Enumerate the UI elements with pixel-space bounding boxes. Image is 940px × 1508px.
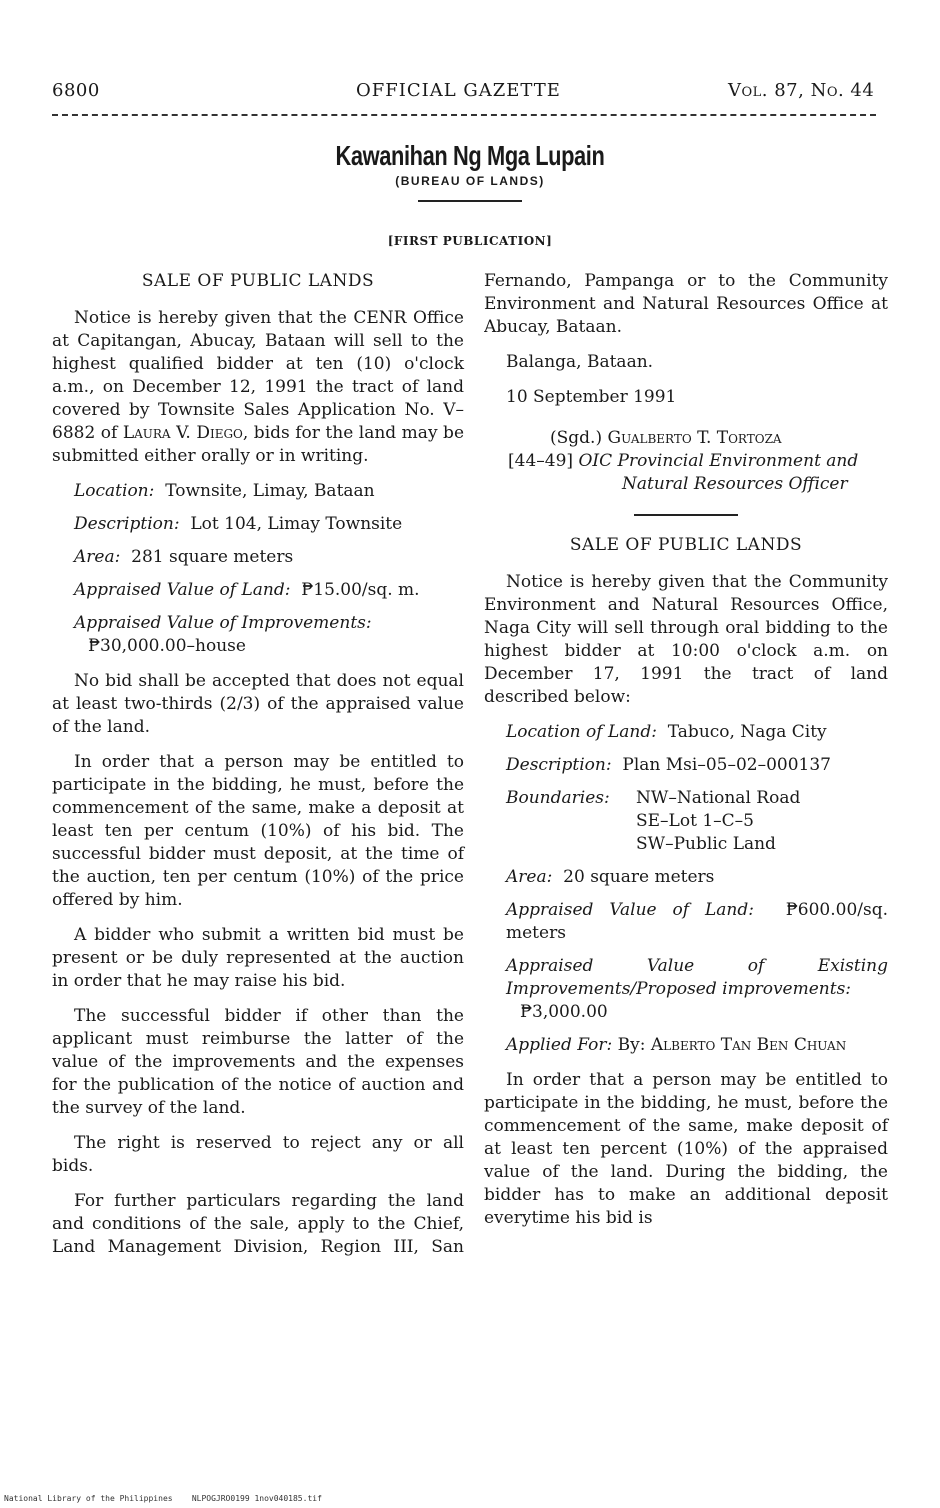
notice-1-improvements: Appraised Value of Improvements: ₱30,000.00–house bbox=[74, 613, 372, 656]
publication-title: OFFICIAL GAZETTE bbox=[356, 80, 561, 101]
notice-2-applied-for: Applied For: By: Alberto Tan Ben Chuan bbox=[506, 1035, 847, 1055]
agency-rule bbox=[418, 200, 522, 202]
notice-1-further-continued: Fernando, Pampanga or to the Community Environment and Natural Resources Office at Abucay, Bataan. bbox=[484, 271, 888, 337]
page-number: 6800 bbox=[52, 80, 100, 101]
notice-1-location: Location: Townsite, Limay, Bataan bbox=[74, 481, 375, 501]
notice-1-signatory: Gualberto T. Tortoza bbox=[607, 428, 782, 448]
notice-2-title: SALE OF PUBLIC LANDS bbox=[569, 535, 803, 555]
notice-1-description: Description: Lot 104, Limay Townsite bbox=[74, 514, 403, 534]
notice-1-reserve: The right is reserved to reject any or all bids. bbox=[52, 1133, 464, 1176]
column-left bbox=[52, 270, 464, 1270]
notice-1-place: Balanga, Bataan. bbox=[506, 352, 654, 372]
notice-2-description: Description: Plan Msi–05–02–000137 bbox=[506, 755, 831, 775]
notice-1-written-bid: A bidder who submit a written bid must be present or be duly represented at the auction in order that he may raise his bid. bbox=[52, 925, 464, 991]
notice-1-reimburse: The successful bidder if other than the applicant must reimburse the latter of the value of the improvements and the expenses for the publication of the notice of auction and the survey of the land. bbox=[52, 1006, 464, 1118]
notice-divider bbox=[634, 514, 738, 516]
boundary-nw: NW–National Road bbox=[636, 788, 801, 808]
notice-1-deposit: In order that a person may be entitled to participate in the bidding, he must, before the commencement of the same, make a deposit at least ten per centum (10%) of his bid. The successful bidder must deposit, at the time of the auction, ten per centum (10%) of the price offered by him. bbox=[52, 752, 464, 910]
notice-1-signature-block: (Sgd.) Gualberto T. Tortoza bbox=[550, 428, 782, 448]
notice-2-boundaries: Boundaries: NW–National Road SE–Lot 1–C–5 SW–Public Land bbox=[506, 788, 801, 854]
notice-2-deposit: In order that a person may be entitled to participate in the bidding, he must, before the commencement of the same, make deposit of at least ten percent (10%) of the appraised value of the land. During the bidding, the bidder has to make an additional deposit everytime his bid is bbox=[484, 1070, 888, 1228]
header-rule bbox=[52, 114, 876, 116]
notice-2-area: Area: 20 square meters bbox=[506, 867, 715, 887]
notice-1-area: Area: 281 square meters bbox=[74, 547, 294, 567]
boundary-sw: SW–Public Land bbox=[636, 834, 776, 854]
notice-2-location: Location of Land: Tabuco, Naga City bbox=[506, 722, 827, 742]
notice-1-position: [44–49] OIC Provincial Environment and bbox=[508, 451, 859, 471]
notice-1-two-thirds: No bid shall be accepted that does not equal at least two-thirds (2/3) of the appraised value of the land. bbox=[52, 671, 464, 737]
notice-1-title: SALE OF PUBLIC LANDS bbox=[141, 271, 375, 291]
volume-number: Vol. 87, No. 44 bbox=[728, 80, 875, 101]
notice-1-land-value: Appraised Value of Land: ₱15.00/sq. m. bbox=[74, 580, 420, 600]
notice-2-applicant: Alberto Tan Ben Chuan bbox=[650, 1035, 847, 1055]
publication-label: [FIRST PUBLICATION] bbox=[387, 234, 553, 248]
notice-1-applicant: Laura V. Diego bbox=[122, 423, 243, 443]
column-right: Fernando, Pampanga or to the Community Environment and Natural Resources Office at Abucay, Bataan. Balanga, Bataan. 10 September 1991 (Sgd.) Gualberto T. Tortoza [44–49] OIC Provincial Environment and Natural Resources Officer SALE OF PUBLIC LANDS Notice is hereby given that the Community Environment and Natural Resources Office, Naga City will sell through oral bidding to the highest bidder at 10:00 o'clock a.m. on December 17, 1991 the tract of land described below: Location of Land: Tabuco, Naga City Description: Plan Msi–05–02–000137 Boundaries: NW–National Road SE–Lot 1–C–5 SW–Public Land Area: 20 square meters Appraised Value of Land: ₱600.00/sq. meters Appraised Value of Existing Improvements/Proposed improvements: ₱3,000.00 Applied For: By: Alberto Tan Ben Chuan In order that a person may be entitled to participate in the bidding, he must, before the commencement of the same, make deposit of at least ten percent (10%) of the appraised value of the land. During the bidding, the bidder has to make an additional deposit everytime his bid is bbox=[484, 271, 889, 1228]
notice-2-improvements: Appraised Value of Existing Improvements/Proposed improvements: ₱3,000.00 bbox=[506, 956, 888, 1022]
agency-english-name: (BUREAU OF LANDS) bbox=[395, 174, 545, 188]
boundary-se: SE–Lot 1–C–5 bbox=[636, 811, 754, 831]
notice-1-intro: Notice is hereby given that the CENR Office at Capitangan, Abucay, Bataan will sell to the highest qualified bidder at ten (10) o'clock a.m., on December 12, 1991 the tract of land covered by Townsite Sales Application No. V–6882 of Laura V. Diego, bids for the land may be submitted either orally or in writing. bbox=[52, 308, 464, 466]
notice-1-date: 10 September 1991 bbox=[506, 387, 677, 407]
notice-2-intro: Notice is hereby given that the Community Environment and Natural Resources Office, Naga City will sell through oral bidding to the highest bidder at 10:00 o'clock a.m. on December 17, 1991 the tract of land described below: bbox=[484, 572, 888, 707]
notice-2-land-value: Appraised Value of Land: ₱600.00/sq. meters bbox=[506, 900, 889, 943]
scan-footer: National Library of the Philippines NLPOGJRO0199 1nov040185.tif bbox=[4, 1494, 322, 1503]
notice-1-further: For further particulars regarding the land and conditions of the sale, apply to the Chief, Land Management Division, Region III, San bbox=[52, 1191, 464, 1257]
agency-name: Kawanihan Ng Mga Lupain bbox=[335, 140, 605, 171]
